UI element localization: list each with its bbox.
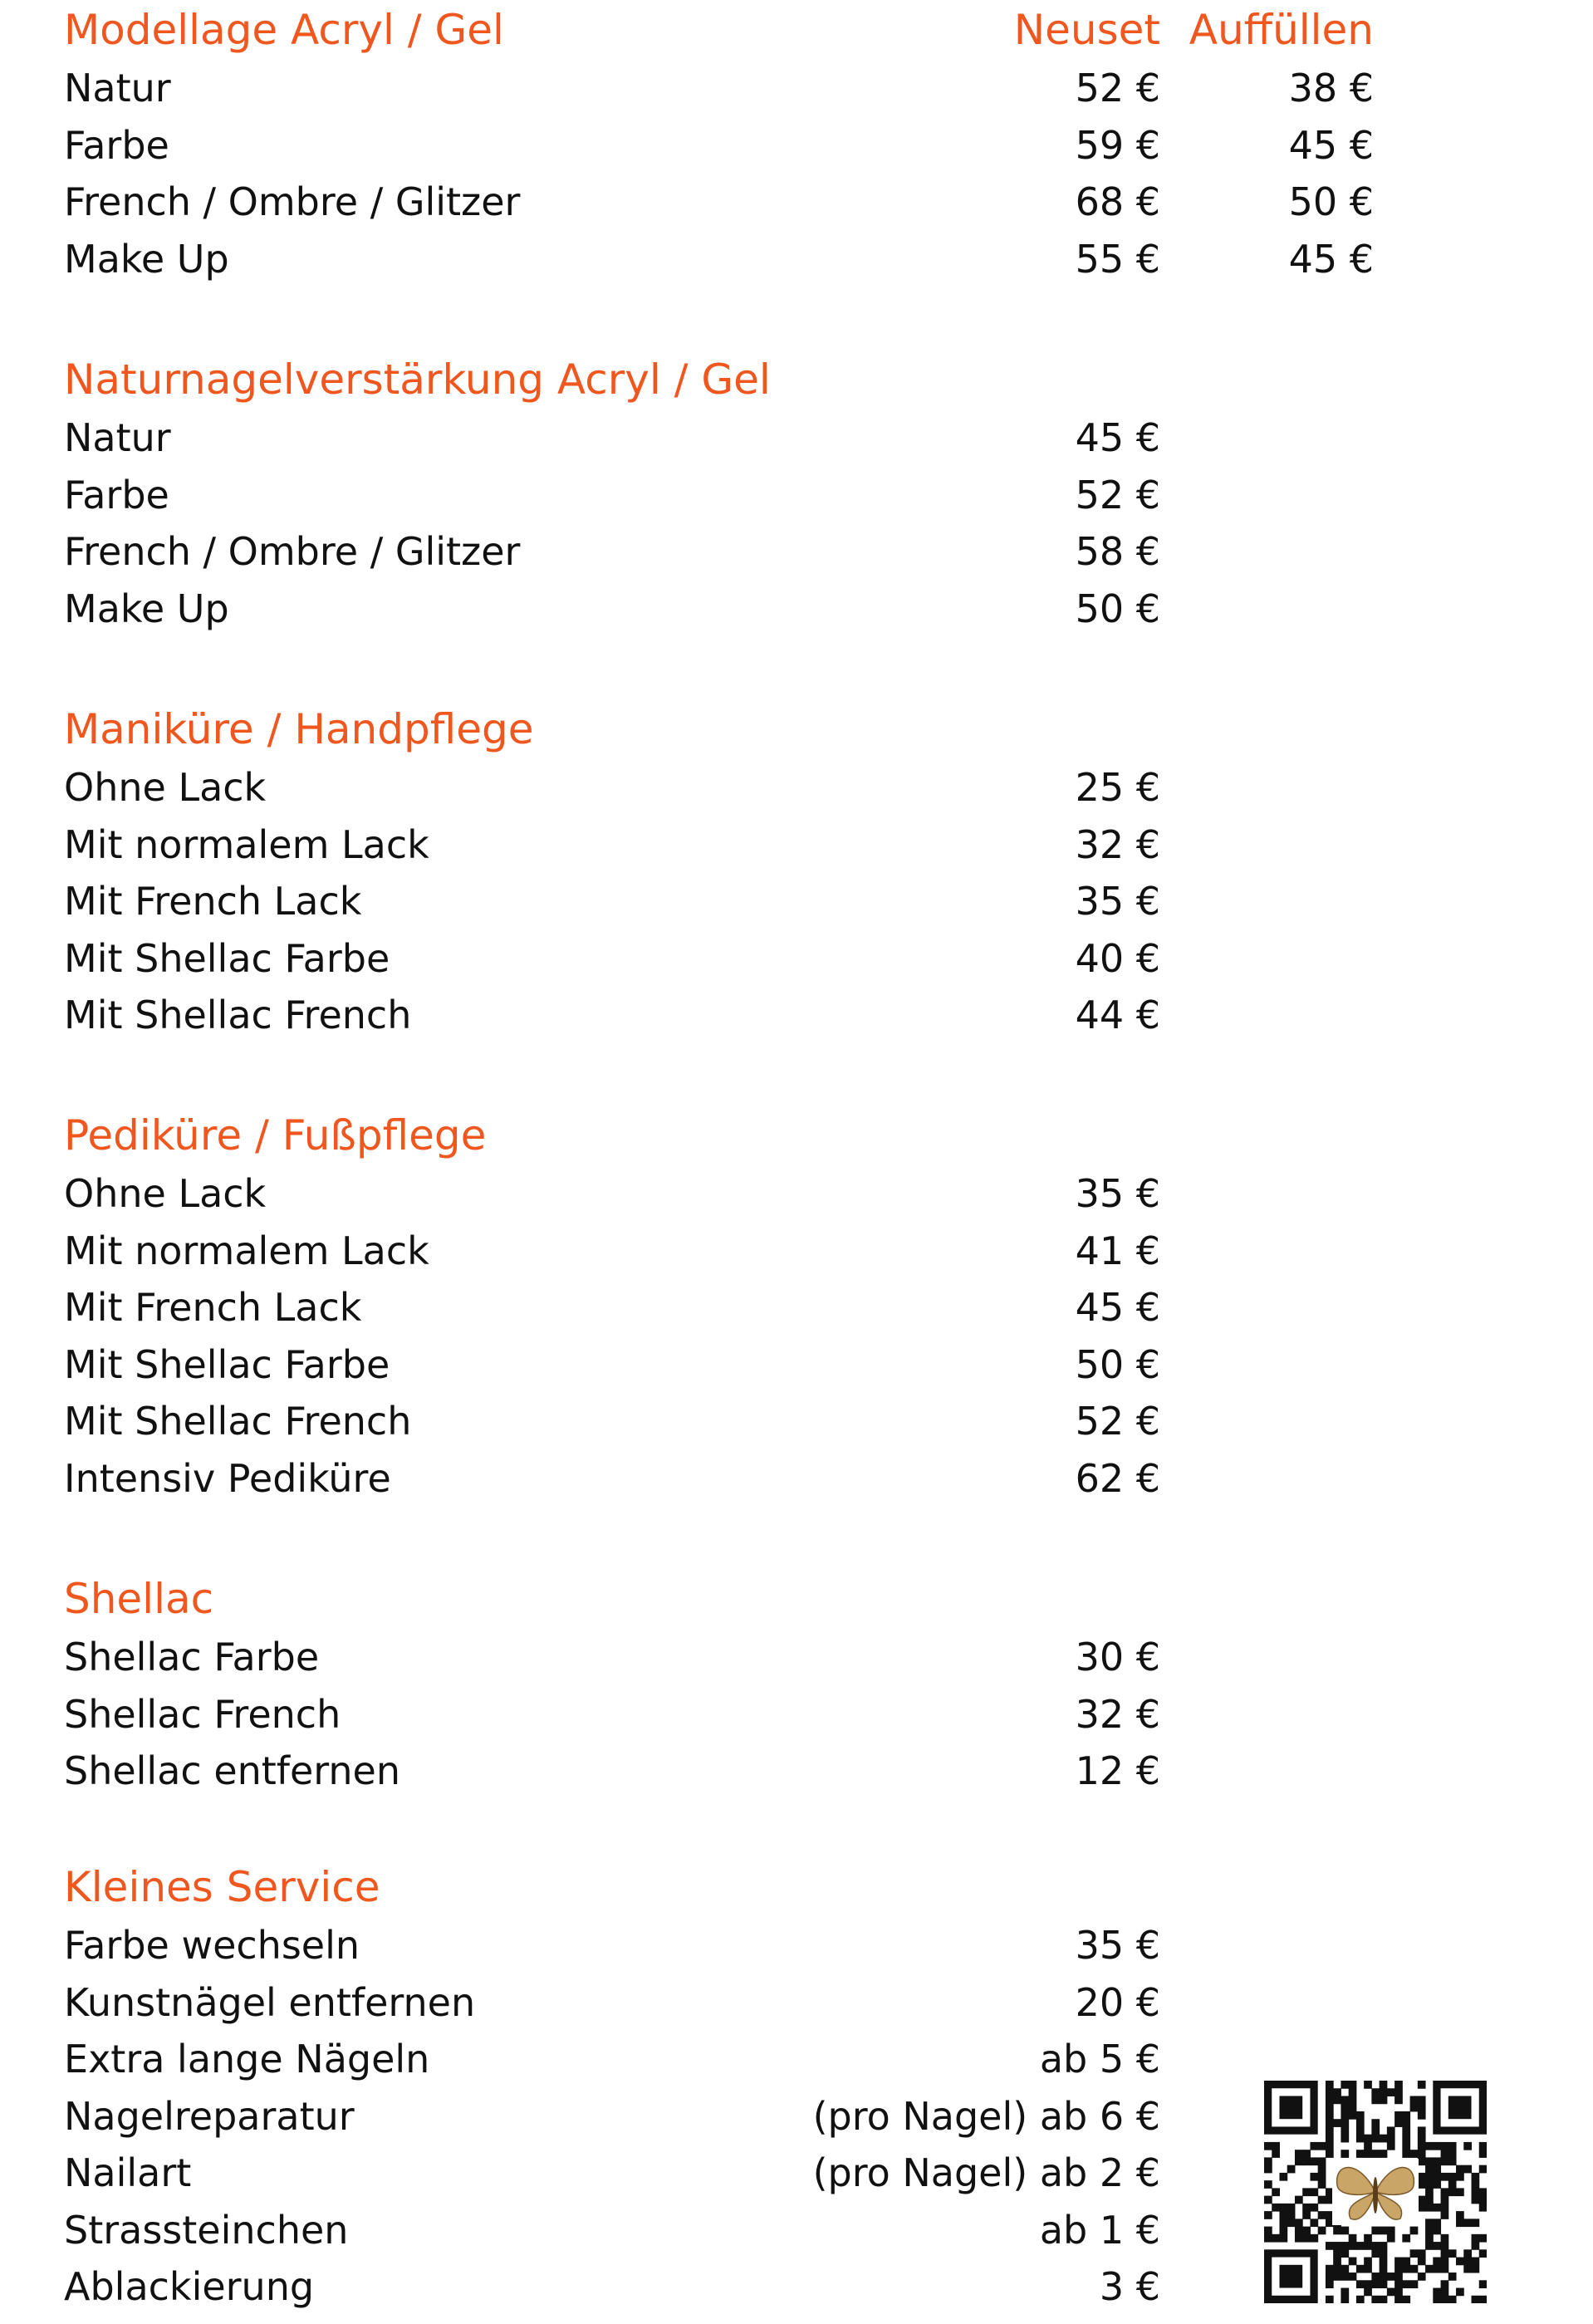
service-name: Strassteinchen xyxy=(64,2207,349,2253)
service-price: 32 € xyxy=(1075,1691,1160,1737)
refill-price: 50 € xyxy=(1288,179,1374,224)
service-name: Mit French Lack xyxy=(64,879,362,924)
qr-finder-pattern xyxy=(1264,2081,1318,2135)
service-name: Kunstnägel entfernen xyxy=(64,1979,476,2025)
service-name: Mit normalem Lack xyxy=(64,821,429,867)
service-price: 62 € xyxy=(1075,1455,1160,1501)
price-row xyxy=(0,1279,1593,1336)
service-price: ab 1 € xyxy=(1039,2207,1160,2253)
service-price: 58 € xyxy=(1075,529,1160,574)
service-name: Ohne Lack xyxy=(64,1171,267,1216)
price-row xyxy=(0,816,1593,873)
service-name: Make Up xyxy=(64,236,229,282)
price-row xyxy=(0,467,1593,523)
price-row xyxy=(0,1165,1593,1222)
refill-price: 45 € xyxy=(1288,122,1374,168)
service-name: Farbe xyxy=(64,122,169,168)
price-row xyxy=(0,2031,1593,2087)
price-row xyxy=(0,1223,1593,1279)
section-heading: Naturnagelverstärkung Acryl / Gel xyxy=(64,355,771,404)
price-row xyxy=(0,1629,1593,1685)
section-heading: Pediküre / Fußpflege xyxy=(64,1111,487,1160)
service-name: Natur xyxy=(64,66,171,110)
service-name: Shellac French xyxy=(64,1691,341,1737)
price-row xyxy=(0,930,1593,987)
service-price: 12 € xyxy=(1075,1748,1160,1793)
service-price: 52 € xyxy=(1075,1399,1160,1444)
price-row xyxy=(0,409,1593,466)
butterfly-icon xyxy=(1332,2159,1419,2225)
service-name: Intensiv Pediküre xyxy=(64,1455,391,1501)
section-heading: Kleines Service xyxy=(64,1863,380,1911)
service-price: 30 € xyxy=(1075,1635,1160,1679)
service-name: Mit Shellac French xyxy=(64,993,412,1037)
price-row xyxy=(0,873,1593,929)
section-heading: Modellage Acryl / Gel xyxy=(64,6,504,54)
price-row xyxy=(0,1336,1593,1393)
service-price: 35 € xyxy=(1075,879,1160,924)
price-row xyxy=(0,523,1593,580)
service-price: 41 € xyxy=(1075,1228,1160,1273)
price-row xyxy=(0,174,1593,230)
service-price: 50 € xyxy=(1075,1341,1160,1387)
service-name: Mit normalem Lack xyxy=(64,1228,429,1273)
price-row xyxy=(0,759,1593,816)
service-price: 40 € xyxy=(1075,935,1160,981)
service-name: Mit Shellac French xyxy=(64,1399,412,1444)
price-row xyxy=(0,117,1593,174)
service-price: 45 € xyxy=(1075,415,1160,460)
section-pedikuere-fusspflege xyxy=(0,1107,1593,1507)
price-row xyxy=(0,60,1593,116)
service-price: 68 € xyxy=(1075,179,1160,224)
service-price: 52 € xyxy=(1075,472,1160,517)
service-name: Nagelreparatur xyxy=(64,2093,355,2139)
service-price: (pro Nagel) ab 2 € xyxy=(812,2150,1160,2195)
service-price: 25 € xyxy=(1075,765,1160,810)
price-row xyxy=(0,1393,1593,1449)
service-price: 44 € xyxy=(1075,993,1160,1037)
refill-price: 38 € xyxy=(1288,66,1374,110)
price-row xyxy=(0,1450,1593,1507)
service-name: French / Ombre / Glitzer xyxy=(64,179,521,224)
service-name: Shellac entfernen xyxy=(64,1748,401,1793)
service-name: Make Up xyxy=(64,586,229,631)
service-name: Mit Shellac Farbe xyxy=(64,1341,390,1387)
service-price: 55 € xyxy=(1075,236,1160,282)
service-name: Shellac Farbe xyxy=(64,1635,320,1679)
section-modellage-acryl-gel xyxy=(0,2,1593,287)
service-price: 52 € xyxy=(1075,66,1160,110)
price-row xyxy=(0,1917,1593,1973)
service-name: Farbe wechseln xyxy=(64,1923,360,1968)
column-header-neuset: Neuset xyxy=(1013,6,1160,54)
service-price: 59 € xyxy=(1075,122,1160,168)
section-manikuere-handpflege xyxy=(0,701,1593,1044)
service-price: ab 5 € xyxy=(1039,2037,1160,2081)
price-row xyxy=(0,987,1593,1043)
service-price: (pro Nagel) ab 6 € xyxy=(812,2093,1160,2139)
service-name: French / Ombre / Glitzer xyxy=(64,529,521,574)
column-header-auffuellen: Auffüllen xyxy=(1189,6,1374,54)
service-price: 32 € xyxy=(1075,821,1160,867)
service-price: 20 € xyxy=(1075,1979,1160,2025)
qr-finder-pattern xyxy=(1264,2249,1318,2303)
service-price: 3 € xyxy=(1099,2264,1160,2309)
qr-finder-pattern xyxy=(1433,2081,1487,2135)
service-price: 35 € xyxy=(1075,1923,1160,1968)
price-row xyxy=(0,231,1593,287)
price-row xyxy=(0,1974,1593,2031)
service-name: Mit French Lack xyxy=(64,1285,362,1330)
service-name: Mit Shellac Farbe xyxy=(64,935,390,981)
service-name: Ablackierung xyxy=(64,2264,315,2309)
service-price: 35 € xyxy=(1075,1171,1160,1216)
price-row xyxy=(0,581,1593,637)
price-row xyxy=(0,1686,1593,1743)
service-name: Nailart xyxy=(64,2150,192,2195)
section-heading: Maniküre / Handpflege xyxy=(64,705,534,753)
service-price: 50 € xyxy=(1075,586,1160,631)
service-name: Ohne Lack xyxy=(64,765,267,810)
section-heading: Shellac xyxy=(64,1575,214,1623)
price-row xyxy=(0,1743,1593,1799)
section-shellac xyxy=(0,1571,1593,1800)
refill-price: 45 € xyxy=(1288,236,1374,282)
service-name: Farbe xyxy=(64,472,169,517)
section-naturnagelverstaerkung-acryl-gel xyxy=(0,351,1593,637)
qr-code-icon[interactable] xyxy=(1264,2081,1487,2303)
service-name: Extra lange Nägeln xyxy=(64,2037,430,2081)
service-price: 45 € xyxy=(1075,1285,1160,1330)
service-name: Natur xyxy=(64,415,171,460)
